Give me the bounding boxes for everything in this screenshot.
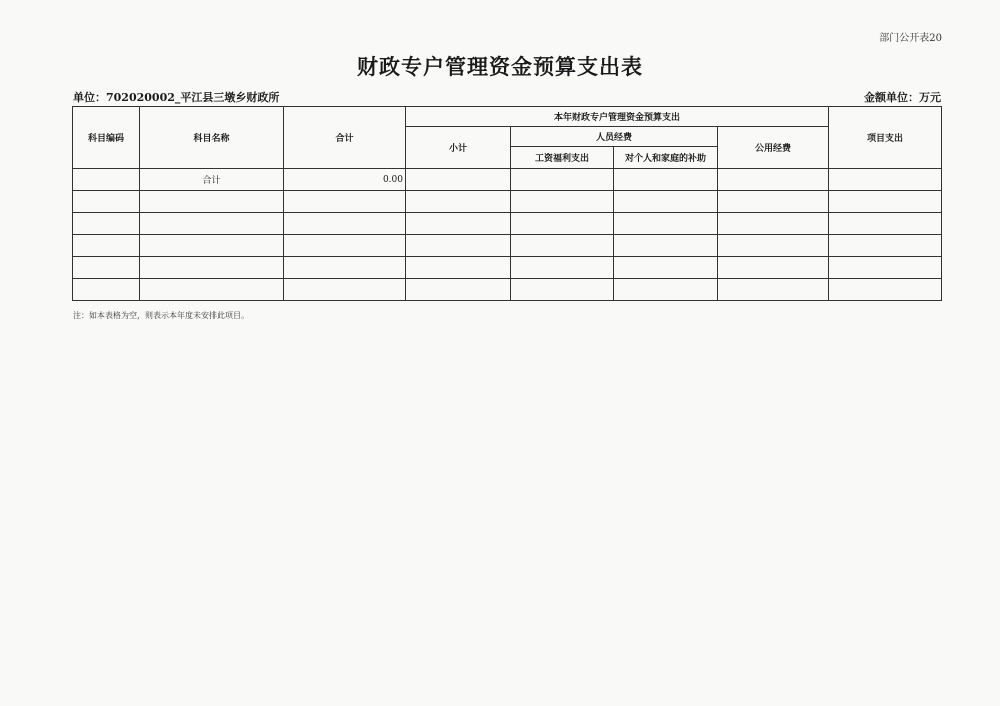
cell-wages bbox=[511, 169, 614, 191]
cell-subtotal bbox=[406, 191, 511, 213]
cell-total bbox=[284, 235, 406, 257]
cell-code bbox=[73, 213, 140, 235]
cell-subtotal bbox=[406, 213, 511, 235]
cell-name bbox=[140, 279, 284, 301]
table-row bbox=[73, 169, 942, 191]
table-row bbox=[73, 235, 942, 257]
cell-name bbox=[140, 235, 284, 257]
budget-table bbox=[72, 106, 942, 301]
cell-public bbox=[718, 213, 829, 235]
cell-public bbox=[718, 279, 829, 301]
table-row bbox=[73, 213, 942, 235]
header-code: 科目编码 bbox=[73, 107, 140, 169]
cell-total bbox=[284, 279, 406, 301]
cell-public bbox=[718, 191, 829, 213]
cell-code bbox=[73, 169, 140, 191]
cell-subtotal bbox=[406, 257, 511, 279]
header-project: 项目支出 bbox=[829, 107, 942, 169]
cell-individual bbox=[614, 191, 718, 213]
cell-subtotal bbox=[406, 169, 511, 191]
cell-project bbox=[829, 235, 942, 257]
form-code: 部门公开表20 bbox=[879, 33, 942, 44]
cell-subtotal bbox=[406, 279, 511, 301]
cell-code bbox=[73, 257, 140, 279]
page-title: 财政专户管理资金预算支出表 bbox=[357, 54, 643, 79]
cell-wages bbox=[511, 235, 614, 257]
cell-wages bbox=[511, 279, 614, 301]
cell-code bbox=[73, 279, 140, 301]
cell-project bbox=[829, 191, 942, 213]
unit-label: 单位：702020002_平江县三墩乡财政所 bbox=[73, 91, 280, 104]
cell-individual bbox=[614, 235, 718, 257]
cell-individual bbox=[614, 257, 718, 279]
cell-subtotal bbox=[406, 235, 511, 257]
table-row bbox=[73, 191, 942, 213]
header-subtotal: 小计 bbox=[406, 127, 511, 169]
cell-public bbox=[718, 169, 829, 191]
cell-individual bbox=[614, 169, 718, 191]
header-total: 合计 bbox=[284, 107, 406, 169]
cell-public bbox=[718, 235, 829, 257]
header-individual: 对个人和家庭的补助 bbox=[614, 147, 718, 169]
cell-wages bbox=[511, 213, 614, 235]
cell-total bbox=[284, 257, 406, 279]
cell-wages bbox=[511, 257, 614, 279]
cell-public bbox=[718, 257, 829, 279]
cell-total bbox=[284, 213, 406, 235]
cell-total bbox=[284, 191, 406, 213]
header-current-year: 本年财政专户管理资金预算支出 bbox=[406, 107, 829, 127]
cell-code bbox=[73, 191, 140, 213]
cell-project bbox=[829, 213, 942, 235]
cell-name: 合计 bbox=[140, 169, 284, 191]
footnote: 注：如本表格为空，则表示本年度未安排此项目。 bbox=[73, 311, 249, 320]
cell-project bbox=[829, 279, 942, 301]
header-wages: 工资福利支出 bbox=[511, 147, 614, 169]
cell-name bbox=[140, 191, 284, 213]
cell-name bbox=[140, 213, 284, 235]
cell-individual bbox=[614, 279, 718, 301]
cell-individual bbox=[614, 213, 718, 235]
cell-project bbox=[829, 257, 942, 279]
header-personnel: 人员经费 bbox=[511, 127, 718, 147]
table-row bbox=[73, 257, 942, 279]
header-public: 公用经费 bbox=[718, 127, 829, 169]
cell-total: 0.00 bbox=[284, 169, 406, 191]
cell-project bbox=[829, 169, 942, 191]
cell-code bbox=[73, 235, 140, 257]
cell-wages bbox=[511, 191, 614, 213]
amount-unit-label: 金额单位：万元 bbox=[864, 91, 941, 104]
cell-name bbox=[140, 257, 284, 279]
table-row bbox=[73, 279, 942, 301]
header-name: 科目名称 bbox=[140, 107, 284, 169]
